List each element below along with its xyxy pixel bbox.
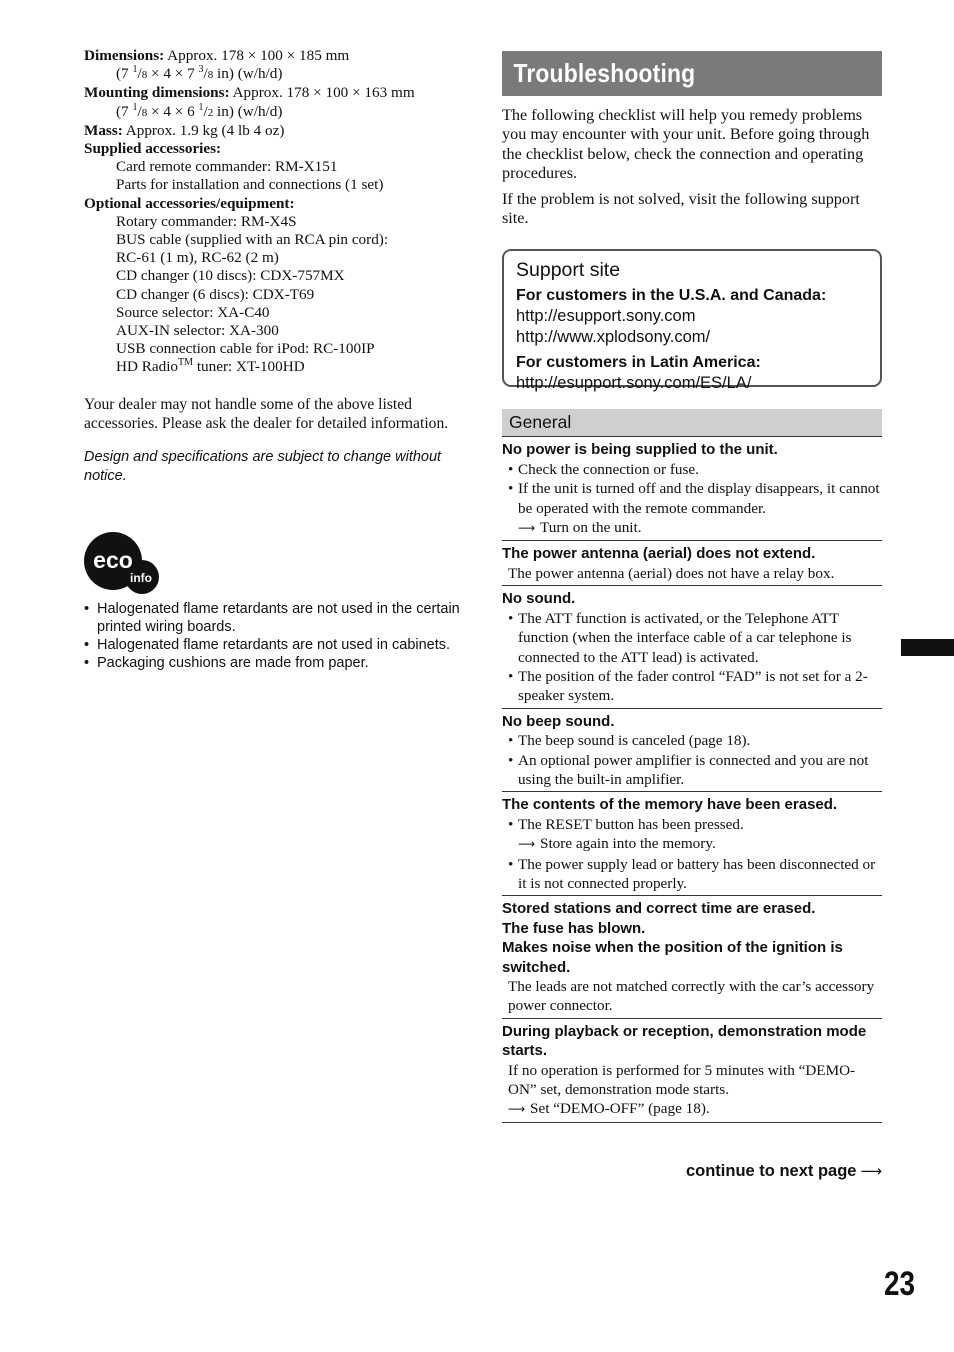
hd-radio-text: tuner: XT-100HD [193,358,305,376]
optional-item: CD changer (10 discs): CDX-757MX [116,267,345,285]
problem-body: The power antenna (aerial) does not have a relay box. [508,564,835,582]
arrow-right-icon: ⟶ [518,521,536,536]
mount-inch-part: in) (w/h/d) [213,102,283,120]
problem-bullet: • Check the connection or fuse. [508,460,882,479]
supplied-label-text: Supplied accessories: [84,140,222,158]
problem-heading: No power is being supplied to the unit. [502,441,778,459]
support-site-title: Support site [516,259,621,282]
dimensions-inches [84,65,464,84]
optional-item: Source selector: XA-C40 [116,303,270,321]
problem-no-beep [502,709,882,793]
arrow-right-icon: ⟶ [508,1102,526,1117]
mass-label: Mass: [84,121,123,139]
problem-memory-erased [502,792,882,896]
section-title-bar [502,51,882,96]
mounting-spec [84,84,464,102]
page-number: 23 [884,1265,916,1303]
problem-heading: During playback or reception, demonstration mode starts. [502,1022,867,1060]
design-note: Design and specifications are subject to change without notice. [84,449,442,484]
problem-bullet: • The ATT function is activated, or the Telephone ATT function (when the interface cable of a car telephone is connected to the ATT lead) is activated. [508,609,882,667]
hd-radio-text: HD Radio [116,358,179,376]
dim-fraction-slash: / [137,65,142,83]
support-site-box [502,249,882,393]
problem-body: If no operation is performed for 5 minutes with “DEMO-ON” set, demonstration mode starts. [508,1061,856,1099]
support-latam-heading: For customers in Latin America: [516,354,761,372]
optional-item: Rotary commander: RM-X4S [116,212,297,230]
continue-next-page [502,1160,882,1182]
problem-antenna [502,541,882,586]
supplied-accessories-label [84,140,464,158]
mount-fraction-den: 8 [141,106,148,119]
troubleshooting-column [502,51,882,1123]
problem-bullet: • The power supply lead or battery has been disconnected or it is not connected properly. [508,855,882,894]
eco-list-item: • Packaging cushions are made from paper. [84,654,464,672]
dim-fraction-den: 8 [141,69,148,82]
optional-item: USB connection cable for iPod: RC-100IP [116,340,375,358]
section-side-tab [901,639,954,656]
optional-item: CD changer (6 discs): CDX-T69 [116,285,315,303]
problem-remedy [502,1099,882,1119]
dim-inch-part: (7 [116,65,133,83]
continue-label: continue to next page [685,1162,857,1180]
mounting-value: Approx. 178 × 100 × 163 mm [232,84,415,102]
remedy-text: Turn on the unit. [540,519,642,537]
problem-bullet: • The position of the fader control “FAD” is not set for a 2-speaker system. [508,667,882,706]
supplied-item: Card remote commander: RM-X151 [116,158,338,176]
mount-fraction-num: 1 [198,101,204,113]
eco-list-item: • Halogenated flame retardants are not used in the certain printed wiring boards. [84,600,464,636]
problem-bullet: • An optional power amplifier is connected and you are not using the built-in amplifier. [508,751,882,790]
problem-heading: The fuse has blown. [502,919,646,937]
optional-item: BUS cable (supplied with an RCA pin cord): [116,231,389,249]
remedy-text: Store again into the memory. [540,835,716,853]
problem-bullet: • If the unit is turned off and the display disappears, it cannot be operated with the remote commander. [508,479,882,518]
mount-fraction-slash: / [203,102,208,120]
optional-item-hd-radio [84,358,464,376]
problem-heading: The power antenna (aerial) does not extend. [502,545,816,563]
mount-fraction-slash: / [137,102,142,120]
eco-info-logo-icon [84,531,160,597]
support-url-link[interactable]: http://esupport.sony.com [516,307,696,326]
problem-heading: No sound. [502,590,576,608]
problem-heading: No beep sound. [502,712,615,730]
mounting-inches [84,103,464,122]
eco-logo-text: eco [93,547,133,573]
problem-heading: Makes noise when the position of the ignition is switched. [502,939,843,976]
intro-paragraph: The following checklist will help you remedy problems you may encounter with your unit. Before going through the checklist below, check the connection and operating procedures. [502,106,870,183]
problem-stations-erased [502,896,882,1018]
optional-item: RC-61 (1 m), RC-62 (2 m) [116,249,279,267]
dimensions-label: Dimensions: [84,47,165,64]
section-title: Troubleshooting [513,58,696,88]
support-url-link[interactable]: http://www.xplodsony.com/ [516,328,711,347]
dim-fraction-den: 8 [207,69,214,82]
arrow-right-icon: ⟶ [518,837,536,852]
general-heading-bar [502,409,882,437]
problem-no-power [502,437,882,541]
optional-accessories-label [84,195,464,213]
dimensions-value: Approx. 178 × 100 × 185 mm [167,47,350,64]
problem-heading: The contents of the memory have been erased. [502,796,838,814]
dimensions-spec [84,47,464,65]
support-usa-heading: For customers in the U.S.A. and Canada: [516,287,827,305]
problem-body: The leads are not matched correctly with the car’s accessory power connector. [508,978,875,1015]
mount-inch-part: (7 [116,102,133,120]
problem-heading: Stored stations and correct time are erased. [502,900,816,918]
eco-logo-subtext: info [130,571,152,585]
optional-label-text: Optional accessories/equipment: [84,194,295,212]
mount-fraction-den: 2 [207,106,214,119]
mass-spec [84,122,464,140]
problem-bullet: • The RESET button has been pressed. [508,815,882,834]
dealer-note: Your dealer may not handle some of the above listed accessories. Please ask the dealer for detailed information. [84,395,449,432]
mass-value: Approx. 1.9 kg (4 lb 4 oz) [125,121,285,139]
support-url-link[interactable]: http://esupport.sony.com/ES/LA/ [516,374,752,393]
problem-remedy [502,834,882,854]
trademark-mark: TM [178,357,194,369]
intro-paragraph: If the problem is not solved, visit the following support site. [502,189,860,228]
general-heading: General [509,412,572,433]
mounting-label: Mounting dimensions: [84,84,230,102]
supplied-item: Parts for installation and connections (1 set) [116,176,384,194]
eco-list-item: • Halogenated flame retardants are not used in cabinets. [84,636,464,654]
eco-info-list [84,600,464,672]
mount-fraction-num: 1 [132,101,138,113]
dim-inch-part: × 4 × 7 [147,65,199,83]
dim-fraction-slash: / [203,65,208,83]
problem-no-sound [502,586,882,708]
specifications-column [84,47,464,500]
optional-item: AUX-IN selector: XA-300 [116,322,279,340]
arrow-right-icon: ⟶ [860,1162,882,1180]
dim-fraction-num: 3 [198,64,204,76]
dim-fraction-num: 1 [132,64,138,76]
mount-inch-part: × 4 × 6 [147,102,199,120]
dim-inch-part: in) (w/h/d) [213,65,283,83]
problem-remedy [502,518,882,538]
problem-demo-mode [502,1019,882,1123]
remedy-text: Set “DEMO-OFF” (page 18). [530,1100,710,1118]
problem-bullet: • The beep sound is canceled (page 18). [508,731,882,750]
